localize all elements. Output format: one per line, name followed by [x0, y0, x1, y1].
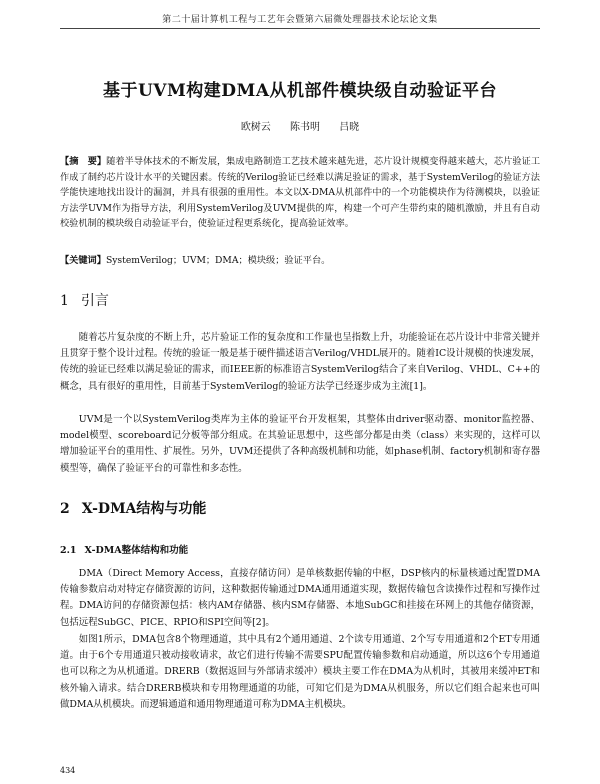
keywords-label: 【关键词】: [60, 255, 106, 266]
subsection-number: 2.1: [60, 545, 77, 556]
paragraph: UVM是一个以SystemVerilog类库为主体的验证平台开发框架，其整体由driver驱动器、monitor监控器、model模型、scoreboard记分板等部分组成。在其验证思想中，这些部分都是由类（class）来实现的，这样可以增加验证平台的重用性、扩展性。另外，UVM还提供了各种高级机制和功能，如phase机制、factory机制和寄存器模型等，确保了验证平台的可靠性和多态性。: [60, 414, 540, 474]
header-rule: [60, 28, 540, 29]
section-number: 1: [60, 293, 69, 309]
abstract-text: 随着半导体技术的不断发展，集成电路制造工艺技术越来越先进，芯片设计规模变得越来越大，芯片验证工作成了制约芯片设计水平的关键因素。传统的Verilog验证已经难以满足验证的需求，基于SystemVerilog的验证方法学能快速地找出设计的漏洞，并具有很强的重用性。本文以X-DMA从机部件中的一个功能模块作为待测模块，以验证方法学UVM作为指导方法，利用SystemVerilog及UVM提供的库，构建一个可产生带约束的随机激励，并且有自动校验机制的模块级自动验证平台，使验证过程更系统化，提高验证效率。: [60, 156, 541, 229]
paragraph: 随着芯片复杂度的不断上升，芯片验证工作的复杂度和工作量也呈指数上升，功能验证在芯片设计中非常关键并且贯穿于整个设计过程。传统的验证一般是基于硬件描述语言Verilog/VHDL展开的。随着IC设计规模的快速发展，传统的验证已经难以满足验证的需求，而IEEE新的标准语言SystemVerilog结合了来自Verilog、VHDL、C++的概念，具有很好的重用性，目前基于SystemVerilog的验证方法学已经逐步成为主流[1]。: [60, 332, 540, 392]
abstract-label: 【摘 要】: [60, 156, 107, 167]
paper-title: 基于UVM构建DMA从机部件模块级自动验证平台: [102, 81, 498, 101]
page-number: 434: [60, 766, 76, 775]
section-number: 2: [60, 501, 70, 517]
section-title: X-DMA结构与功能: [81, 501, 207, 517]
abstract: [60, 154, 540, 232]
paragraph: 如图1所示，DMA包含8个物理通道，其中具有2个通用通道、2个读专用通道、2个写专用通道和2个ET专用通道。由于6个专用通道只被动接收请求，故它们进行传输不需要SPU配置传输参数和启动通道，所以这6个专用通道也可以称之为从机通道。DRERB（数据返回与外部请求缓冲）模块主要工作在DMA为从机时，其被用来缓冲ET和核外输入请求。结合DRERB模块和专用物理通道的功能，可知它们是为DMA从机服务，所以它们组合起来也可叫做DMA从机模块。而逻辑通道和通用物理通道可称为DMA主机模块。: [60, 634, 540, 710]
running-header: 第二十届计算机工程与工艺年会暨第六届微处理器技术论坛论文集: [162, 15, 438, 25]
paragraph: DMA（Direct Memory Access，直接存储访问）是单核数据传输的中枢，DSP核内的标量核通过配置DMA传输参数启动对特定存储资源的访问，这种数据传输通过DMA通用通道实现，数据传输包含读操作过程和写操作过程。DMA访问的存储资源包括：核内AM存储器、核内SM存储器、本地SubGC和挂接在环网上的其他存储资源，包括远程SubGC、PICE、RPIO和SPI空间等[2]。: [60, 568, 540, 628]
keywords-text: SystemVerilog；UVM；DMA；模块级；验证平台。: [105, 255, 331, 266]
author-name: 吕晓: [339, 122, 360, 133]
keywords: [60, 254, 540, 268]
author-name: 欧树云: [240, 122, 271, 133]
author-list: [40, 118, 560, 133]
subsection-heading: [60, 542, 188, 556]
section-heading-introduction: [60, 290, 109, 310]
author-name: 陈书明: [290, 122, 320, 133]
section-heading-xdma: [60, 498, 206, 518]
section-title: 引言: [80, 293, 109, 309]
subsection-title: X-DMA整体结构和功能: [84, 545, 189, 556]
